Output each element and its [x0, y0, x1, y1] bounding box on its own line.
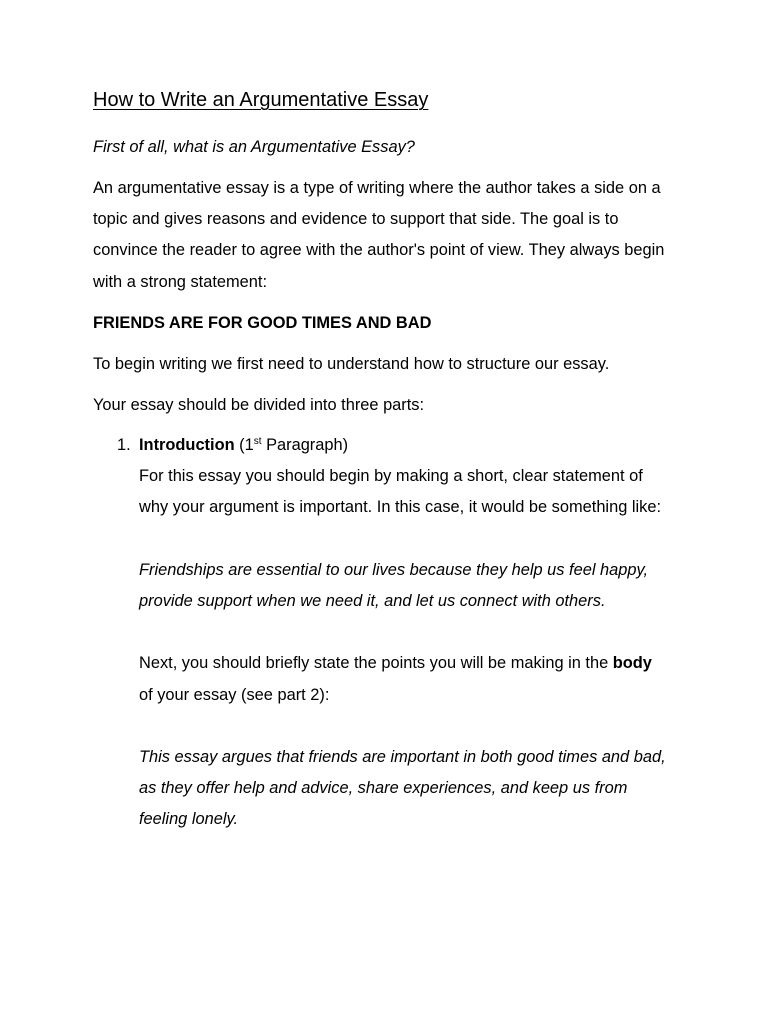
example2-line-2: as they offer help and advice, share experiences, and keep us from: [139, 779, 628, 797]
example1-line-2: provide support when we need it, and let us connect with others.: [139, 592, 606, 610]
intro-desc-line-1: For this essay you should begin by making a short, clear statement of: [139, 467, 643, 485]
example1-line-1: Friendships are essential to our lives because they help us feel happy,: [139, 561, 649, 579]
list-item-heading: Introduction: [139, 436, 235, 454]
strong-statement: FRIENDS ARE FOR GOOD TIMES AND BAD: [93, 314, 432, 332]
structure-intro: To begin writing we first need to understand how to structure our essay.: [93, 355, 610, 373]
parts-intro: Your essay should be divided into three parts:: [93, 396, 425, 414]
list-item-note-suffix: Paragraph): [261, 436, 349, 454]
next-bold-word: body: [612, 654, 652, 672]
next-line-2: of your essay (see part 2):: [139, 686, 330, 704]
intro-line-2: topic and gives reasons and evidence to support that side. The goal is to: [93, 210, 619, 228]
intro-line-3: convince the reader to agree with the author's point of view. They always begin: [93, 241, 665, 259]
intro-desc-line-2: why your argument is important. In this case, it would be something like:: [139, 498, 662, 516]
list-item-heading-line: [139, 435, 348, 455]
list-item-note-prefix: (1: [234, 436, 254, 454]
list-number: 1.: [117, 436, 131, 454]
intro-line-4: with a strong statement:: [93, 273, 268, 291]
list-item-note-sup: st: [253, 436, 262, 447]
example2-line-3: feeling lonely.: [139, 810, 239, 828]
document-subtitle: First of all, what is an Argumentative Essay?: [93, 138, 415, 156]
document-title: How to Write an Argumentative Essay: [93, 89, 429, 111]
next-line-1: [139, 653, 652, 673]
next-prefix: Next, you should briefly state the points you will be making in the: [139, 654, 613, 672]
example2-line-1: This essay argues that friends are important in both good times and bad,: [139, 748, 666, 766]
document-page: [93, 0, 678, 1024]
intro-line-1: An argumentative essay is a type of writing where the author takes a side on a: [93, 179, 661, 197]
